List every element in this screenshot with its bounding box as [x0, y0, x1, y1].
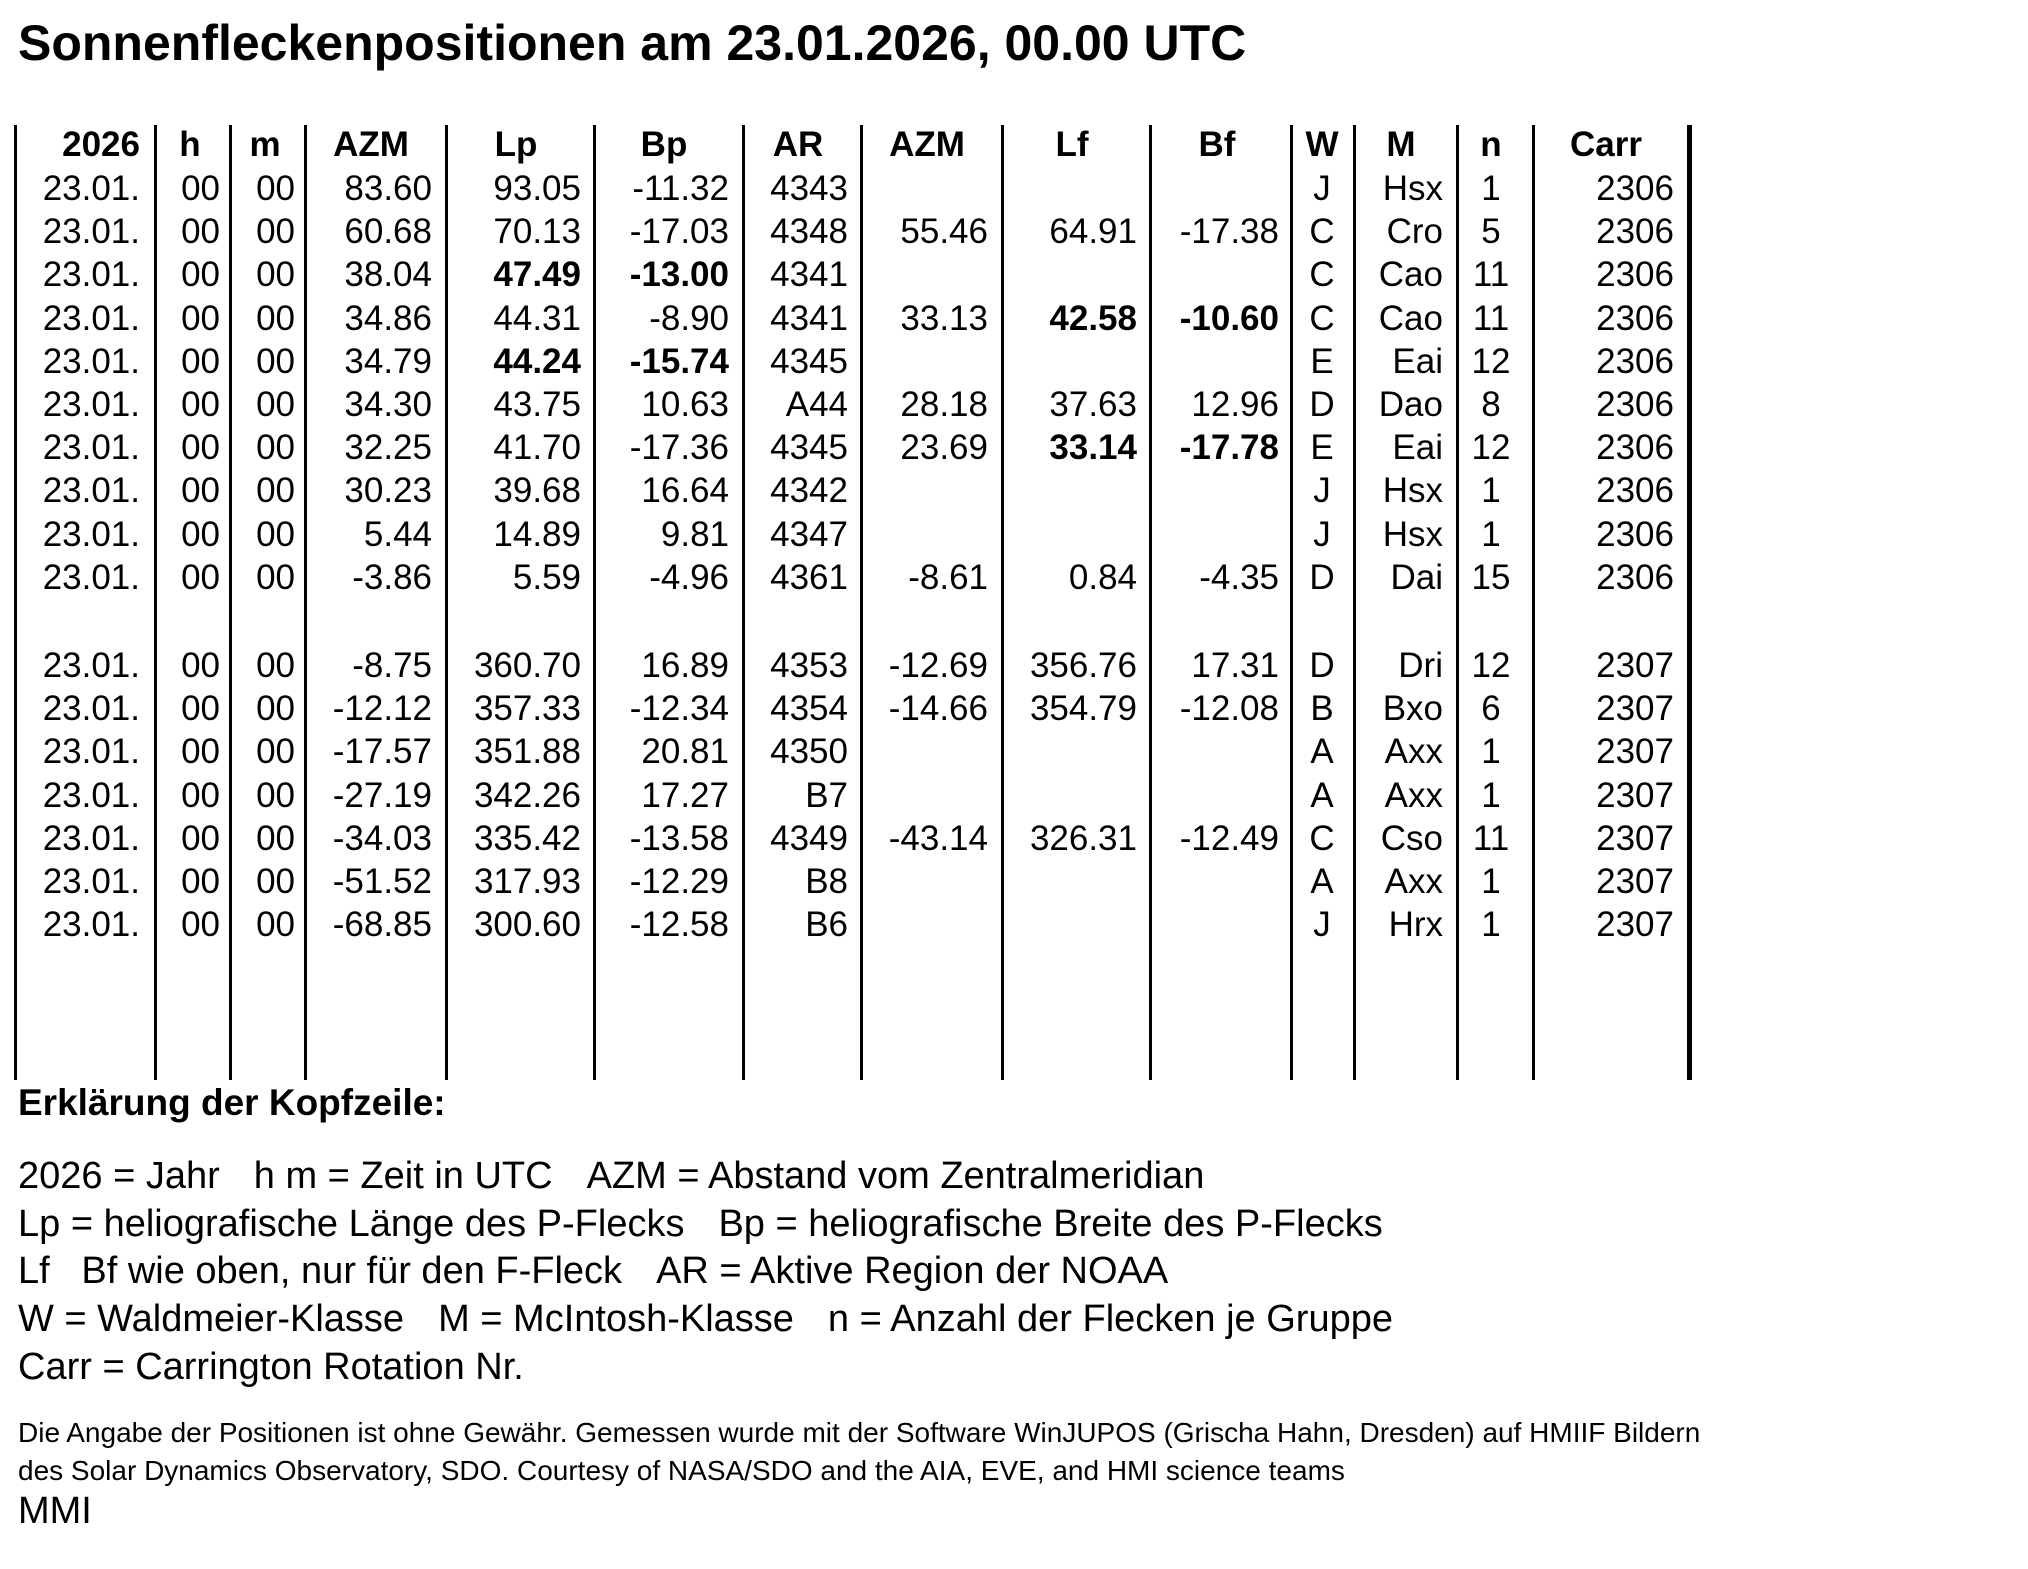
- table-cell: 23.01.: [42, 298, 140, 338]
- legend-entry: Carr = Carrington Rotation Nr.: [18, 1346, 524, 1388]
- table-cell: -17.57: [332, 732, 432, 772]
- table-row: [0, 340, 1720, 384]
- disclaimer-line: Die Angabe der Positionen ist ohne Gewähr. Gemessen wurde mit der Software WinJUPOS (Grischa Hahn, Dresden) auf HMIIF Bildern: [18, 1417, 1701, 1448]
- table-cell: Eai: [1392, 428, 1443, 468]
- table-cell: -12.58: [629, 905, 729, 945]
- table-cell: 4349: [770, 818, 848, 858]
- table-cell: D: [1309, 557, 1335, 597]
- table-cell: [1155, 340, 1279, 384]
- table-cell: Bxo: [1382, 689, 1443, 729]
- table-cell: 33.13: [900, 298, 988, 338]
- header-row: [0, 123, 1720, 167]
- table-row: [0, 687, 1720, 731]
- table-cell: 2307: [1596, 862, 1674, 901]
- table-cell: 00: [181, 905, 220, 945]
- table-cell: 9.81: [660, 514, 729, 554]
- table-cell: 23.01.: [42, 862, 140, 901]
- table-cell: 357.33: [473, 689, 581, 729]
- table-cell: 00: [256, 428, 295, 468]
- table-cell: 360.70: [473, 646, 581, 685]
- table-cell: 4347: [770, 514, 848, 554]
- table-cell: D: [1309, 646, 1335, 685]
- table-cell: 00: [181, 471, 220, 511]
- table-cell: 4345: [770, 428, 848, 468]
- table-cell: [866, 860, 988, 904]
- table-cell: 4341: [770, 255, 848, 295]
- table-cell: Axx: [1384, 775, 1443, 815]
- table-cell: 38.04: [344, 255, 432, 295]
- table-cell: Axx: [1384, 732, 1443, 772]
- table-cell: 2306: [1596, 298, 1674, 338]
- column-header: m: [249, 125, 281, 164]
- table-cell: [1155, 513, 1279, 557]
- table-cell: -68.85: [332, 905, 432, 945]
- table-cell: 20.81: [641, 732, 729, 772]
- table-cell: 4341: [770, 298, 848, 338]
- table-cell: 32.25: [344, 428, 432, 468]
- table-cell: 15: [1471, 557, 1511, 597]
- table-cell: -12.29: [629, 862, 729, 901]
- table-cell: 2306: [1596, 471, 1674, 511]
- column-header: Bp: [640, 125, 688, 164]
- table-cell: 14.89: [493, 514, 581, 554]
- table-cell: Hsx: [1382, 514, 1443, 554]
- table-cell: 00: [181, 557, 220, 597]
- table-cell: 28.18: [900, 385, 988, 424]
- table-cell: 00: [181, 689, 220, 729]
- table-cell: 4348: [770, 212, 848, 252]
- table-cell: 23.01.: [42, 905, 140, 945]
- table-cell: 23.01.: [42, 689, 140, 729]
- table-row: [0, 383, 1720, 427]
- table-cell: 00: [256, 169, 295, 208]
- table-cell: J: [1313, 471, 1331, 511]
- table-cell: 23.01.: [42, 775, 140, 815]
- table-cell: [1007, 860, 1137, 904]
- table-cell: [1155, 860, 1279, 904]
- table-cell: 41.70: [493, 428, 581, 468]
- table-cell: 12.96: [1191, 385, 1279, 424]
- table-cell: 4361: [770, 557, 848, 597]
- legend-entry: AR = Aktive Region der NOAA: [656, 1250, 1169, 1292]
- table-cell: -10.60: [1179, 298, 1279, 338]
- legend-entry: AZM = Abstand vom Zentralmeridian: [586, 1155, 1205, 1197]
- table-cell: 17.27: [641, 775, 729, 815]
- table-cell: 00: [256, 775, 295, 815]
- table-cell: -13.58: [629, 818, 729, 858]
- table-cell: 00: [256, 862, 295, 901]
- table-cell: 00: [256, 689, 295, 729]
- table-cell: 00: [181, 255, 220, 295]
- table-cell: 4343: [770, 169, 848, 208]
- table-cell: Hsx: [1382, 471, 1443, 511]
- table-cell: -3.86: [352, 557, 432, 597]
- table-cell: -12.08: [1179, 689, 1279, 729]
- table-cell: -11.32: [632, 169, 729, 208]
- table-cell: [1155, 167, 1279, 211]
- table-cell: E: [1310, 428, 1334, 468]
- table-row: [0, 253, 1720, 297]
- table-cell: 23.01.: [42, 385, 140, 424]
- table-cell: 1: [1481, 732, 1501, 772]
- table-cell: 55.46: [900, 212, 988, 252]
- table-cell: 12: [1471, 341, 1511, 381]
- column-header: AZM: [333, 125, 409, 164]
- column-header: W: [1305, 125, 1339, 164]
- table-cell: J: [1313, 905, 1331, 945]
- table-cell: 33.14: [1049, 428, 1137, 468]
- table-cell: [866, 340, 988, 384]
- table-cell: [1155, 469, 1279, 513]
- table-cell: 23.01.: [42, 514, 140, 554]
- table-cell: 00: [256, 557, 295, 597]
- table-cell: -4.35: [1199, 557, 1279, 597]
- table-cell: [1007, 513, 1137, 557]
- table-cell: -34.03: [332, 818, 432, 858]
- column-header: Lf: [1055, 125, 1089, 164]
- table-cell: [866, 513, 988, 557]
- table-cell: 1: [1481, 169, 1501, 208]
- table-cell: [1007, 730, 1137, 774]
- column-header: Lp: [494, 125, 538, 164]
- table-cell: -12.34: [629, 689, 729, 729]
- column-header: h: [179, 125, 201, 164]
- table-cell: Eai: [1392, 341, 1443, 381]
- table-cell: [866, 730, 988, 774]
- table-cell: 23.01.: [42, 646, 140, 685]
- legend-entry: 2026 = Jahr: [18, 1155, 220, 1197]
- table-cell: 34.86: [344, 298, 432, 338]
- table-row: [0, 556, 1720, 600]
- table-row: [0, 210, 1720, 254]
- table-cell: 23.01.: [42, 471, 140, 511]
- table-cell: 2306: [1596, 514, 1674, 554]
- signature: MMI: [18, 1490, 92, 1532]
- table-cell: 300.60: [473, 905, 581, 945]
- table-cell: -14.66: [888, 689, 988, 729]
- table-cell: 2307: [1596, 732, 1674, 772]
- table-cell: -8.90: [649, 298, 729, 338]
- table-cell: 64.91: [1049, 212, 1137, 252]
- table-cell: 00: [181, 428, 220, 468]
- table-cell: 23.01.: [42, 255, 140, 295]
- table-cell: A: [1310, 862, 1334, 901]
- legend-line: [18, 1298, 1427, 1341]
- table-cell: -12.49: [1179, 818, 1279, 858]
- table-cell: [866, 903, 988, 947]
- table-cell: 23.01.: [42, 732, 140, 772]
- legend-entry: W = Waldmeier-Klasse: [18, 1298, 405, 1340]
- table-cell: 11: [1472, 255, 1510, 295]
- table-cell: 00: [256, 818, 295, 858]
- table-cell: 00: [256, 646, 295, 685]
- table-cell: [1007, 340, 1137, 384]
- table-cell: 2306: [1596, 341, 1674, 381]
- column-header: Carr: [1570, 125, 1642, 164]
- legend-line: [18, 1203, 1417, 1246]
- table-cell: 83.60: [344, 169, 432, 208]
- table-cell: B6: [805, 905, 848, 945]
- table-cell: 00: [181, 212, 220, 252]
- table-cell: 11: [1472, 818, 1510, 858]
- table-cell: 4353: [770, 646, 848, 685]
- table-cell: 00: [181, 818, 220, 858]
- table-cell: 4354: [770, 689, 848, 729]
- table-cell: 00: [181, 862, 220, 901]
- table-cell: 00: [256, 341, 295, 381]
- table-cell: 23.01.: [42, 428, 140, 468]
- table-cell: 5.59: [512, 557, 581, 597]
- table-cell: -15.74: [629, 341, 729, 381]
- table-cell: [866, 469, 988, 513]
- table-row: [0, 774, 1720, 818]
- table-cell: 00: [181, 298, 220, 338]
- table-cell: 00: [256, 255, 295, 295]
- table-row: [0, 469, 1720, 513]
- table-cell: 00: [256, 298, 295, 338]
- legend-entry: M = McIntosh-Klasse: [438, 1298, 794, 1340]
- table-cell: B: [1310, 689, 1334, 729]
- table-cell: 43.75: [493, 385, 581, 424]
- table-cell: 44.31: [493, 298, 581, 338]
- table-cell: -27.19: [332, 775, 432, 815]
- table-cell: 34.79: [344, 341, 432, 381]
- table-cell: 00: [181, 775, 220, 815]
- table-cell: 4350: [770, 732, 848, 772]
- table-cell: [1155, 774, 1279, 818]
- table-row: [0, 426, 1720, 470]
- table-cell: E: [1310, 341, 1334, 381]
- sunspot-table: [0, 125, 1720, 1080]
- table-cell: 00: [181, 646, 220, 685]
- table-cell: -13.00: [629, 255, 729, 295]
- table-cell: [1007, 253, 1137, 297]
- table-cell: 326.31: [1029, 818, 1137, 858]
- table-cell: -17.36: [629, 428, 729, 468]
- table-cell: Hrx: [1388, 905, 1443, 945]
- table-cell: C: [1309, 818, 1335, 858]
- table-cell: 10.63: [641, 385, 729, 424]
- table-cell: 70.13: [493, 212, 581, 252]
- table-cell: -4.96: [649, 557, 729, 597]
- table-cell: 8: [1481, 385, 1501, 424]
- table-cell: Axx: [1384, 862, 1443, 901]
- table-cell: [1007, 469, 1137, 513]
- table-cell: 5: [1481, 212, 1501, 252]
- table-cell: 354.79: [1029, 689, 1137, 729]
- table-cell: 2306: [1596, 212, 1674, 252]
- table-row: [0, 817, 1720, 861]
- table-row: [0, 644, 1720, 688]
- table-cell: Cao: [1378, 255, 1443, 295]
- table-cell: 00: [181, 732, 220, 772]
- table-cell: 2307: [1596, 775, 1674, 815]
- table-cell: 1: [1481, 775, 1501, 815]
- table-cell: B7: [805, 775, 848, 815]
- table-cell: 00: [256, 471, 295, 511]
- table-row: [0, 297, 1720, 341]
- column-header: n: [1480, 125, 1502, 164]
- table-cell: C: [1309, 255, 1335, 295]
- table-cell: J: [1313, 514, 1331, 554]
- table-cell: A: [1310, 732, 1334, 772]
- table-cell: -12.69: [888, 646, 988, 685]
- table-cell: Dai: [1390, 557, 1443, 597]
- table-cell: 30.23: [344, 471, 432, 511]
- table-cell: 23.01.: [42, 169, 140, 208]
- table-cell: 12: [1471, 646, 1511, 685]
- table-cell: 23.01.: [42, 818, 140, 858]
- table-row: [0, 860, 1720, 904]
- table-cell: -51.52: [332, 862, 432, 901]
- legend-entry: h m = Zeit in UTC: [253, 1155, 553, 1197]
- table-cell: [1007, 903, 1137, 947]
- table-cell: 4345: [770, 341, 848, 381]
- table-cell: 00: [181, 514, 220, 554]
- table-cell: 00: [181, 169, 220, 208]
- table-cell: 6: [1481, 689, 1501, 729]
- column-header: AZM: [889, 125, 965, 164]
- table-cell: [866, 774, 988, 818]
- table-row: [0, 513, 1720, 557]
- table-cell: 317.93: [473, 862, 581, 901]
- table-cell: 39.68: [493, 471, 581, 511]
- legend-title: Erklärung der Kopfzeile:: [18, 1082, 446, 1123]
- table-cell: 2306: [1596, 557, 1674, 597]
- table-cell: -17.78: [1179, 428, 1279, 468]
- table-cell: 1: [1481, 514, 1501, 554]
- table-cell: 351.88: [473, 732, 581, 772]
- table-cell: C: [1309, 212, 1335, 252]
- column-header: M: [1386, 125, 1416, 164]
- table-cell: 1: [1481, 905, 1501, 945]
- legend-line: [18, 1250, 1202, 1293]
- table-cell: Dao: [1378, 385, 1443, 424]
- table-cell: [866, 167, 988, 211]
- table-cell: D: [1309, 385, 1335, 424]
- table-cell: 44.24: [493, 341, 581, 381]
- table-cell: 2306: [1596, 255, 1674, 295]
- column-header: Bf: [1198, 125, 1236, 164]
- table-row: [0, 903, 1720, 947]
- table-cell: 17.31: [1191, 646, 1279, 685]
- table-cell: 2307: [1596, 646, 1674, 685]
- table-cell: 37.63: [1049, 385, 1137, 424]
- table-cell: C: [1309, 298, 1335, 338]
- table-cell: 16.64: [641, 471, 729, 511]
- table-cell: 00: [256, 905, 295, 945]
- column-header: AR: [772, 125, 824, 164]
- table-cell: Cao: [1378, 298, 1443, 338]
- table-cell: [1155, 730, 1279, 774]
- table-cell: 60.68: [344, 212, 432, 252]
- table-cell: A: [1310, 775, 1334, 815]
- table-cell: 1: [1481, 471, 1501, 511]
- table-cell: A44: [785, 385, 848, 424]
- table-cell: 2307: [1596, 689, 1674, 729]
- table-cell: 00: [256, 385, 295, 424]
- table-cell: Dri: [1398, 646, 1443, 685]
- legend-entry: n = Anzahl der Flecken je Gruppe: [827, 1298, 1393, 1340]
- table-cell: Cro: [1386, 212, 1443, 252]
- table-cell: 2307: [1596, 818, 1674, 858]
- table-cell: 335.42: [473, 818, 581, 858]
- table-cell: 23.01.: [42, 557, 140, 597]
- table-cell: 4342: [770, 471, 848, 511]
- table-cell: 11: [1472, 298, 1510, 338]
- table-cell: 23.69: [900, 428, 988, 468]
- table-cell: 2306: [1596, 428, 1674, 468]
- table-cell: -8.75: [352, 646, 432, 685]
- column-header: 2026: [62, 125, 140, 164]
- legend-entry: Lf Bf wie oben, nur für den F-Fleck: [18, 1250, 623, 1292]
- table-cell: 342.26: [473, 775, 581, 815]
- table-cell: [866, 253, 988, 297]
- table-cell: 34.30: [344, 385, 432, 424]
- table-cell: 00: [256, 514, 295, 554]
- legend-entry: Lp = heliografische Länge des P-Flecks: [18, 1203, 685, 1245]
- table-cell: -12.12: [332, 689, 432, 729]
- legend-line: [18, 1155, 1238, 1198]
- table-cell: -8.61: [908, 557, 988, 597]
- table-cell: 47.49: [493, 255, 581, 295]
- table-cell: -17.03: [629, 212, 729, 252]
- page-title: Sonnenfleckenpositionen am 23.01.2026, 00.00 UTC: [18, 15, 1247, 71]
- legend-line: [18, 1346, 558, 1389]
- table-cell: 93.05: [493, 169, 581, 208]
- table-cell: -17.38: [1179, 212, 1279, 252]
- table-row: [0, 167, 1720, 211]
- table-cell: 5.44: [363, 514, 432, 554]
- table-cell: [1007, 167, 1137, 211]
- table-cell: B8: [805, 862, 848, 901]
- table-cell: 0.84: [1068, 557, 1137, 597]
- table-cell: -43.14: [888, 818, 988, 858]
- table-cell: [1155, 903, 1279, 947]
- table-cell: 23.01.: [42, 341, 140, 381]
- legend-entry: Bp = heliografische Breite des P-Flecks: [718, 1203, 1383, 1245]
- table-row: [0, 730, 1720, 774]
- table-cell: 42.58: [1049, 298, 1137, 338]
- table-cell: 00: [181, 385, 220, 424]
- table-cell: 16.89: [641, 646, 729, 685]
- table-cell: J: [1313, 169, 1331, 208]
- table-cell: 2306: [1596, 169, 1674, 208]
- table-cell: 00: [256, 732, 295, 772]
- table-cell: 1: [1481, 862, 1501, 901]
- table-cell: 00: [181, 341, 220, 381]
- table-cell: 12: [1471, 428, 1511, 468]
- table-cell: [1155, 253, 1279, 297]
- table-cell: 2307: [1596, 905, 1674, 945]
- table-cell: [1007, 774, 1137, 818]
- table-cell: Hsx: [1382, 169, 1443, 208]
- table-cell: 2306: [1596, 385, 1674, 424]
- disclaimer-line: des Solar Dynamics Observatory, SDO. Courtesy of NASA/SDO and the AIA, EVE, and HMI science teams: [18, 1455, 1345, 1486]
- table-cell: Cso: [1380, 818, 1443, 858]
- table-cell: 356.76: [1029, 646, 1137, 685]
- table-cell: 23.01.: [42, 212, 140, 252]
- table-cell: 00: [256, 212, 295, 252]
